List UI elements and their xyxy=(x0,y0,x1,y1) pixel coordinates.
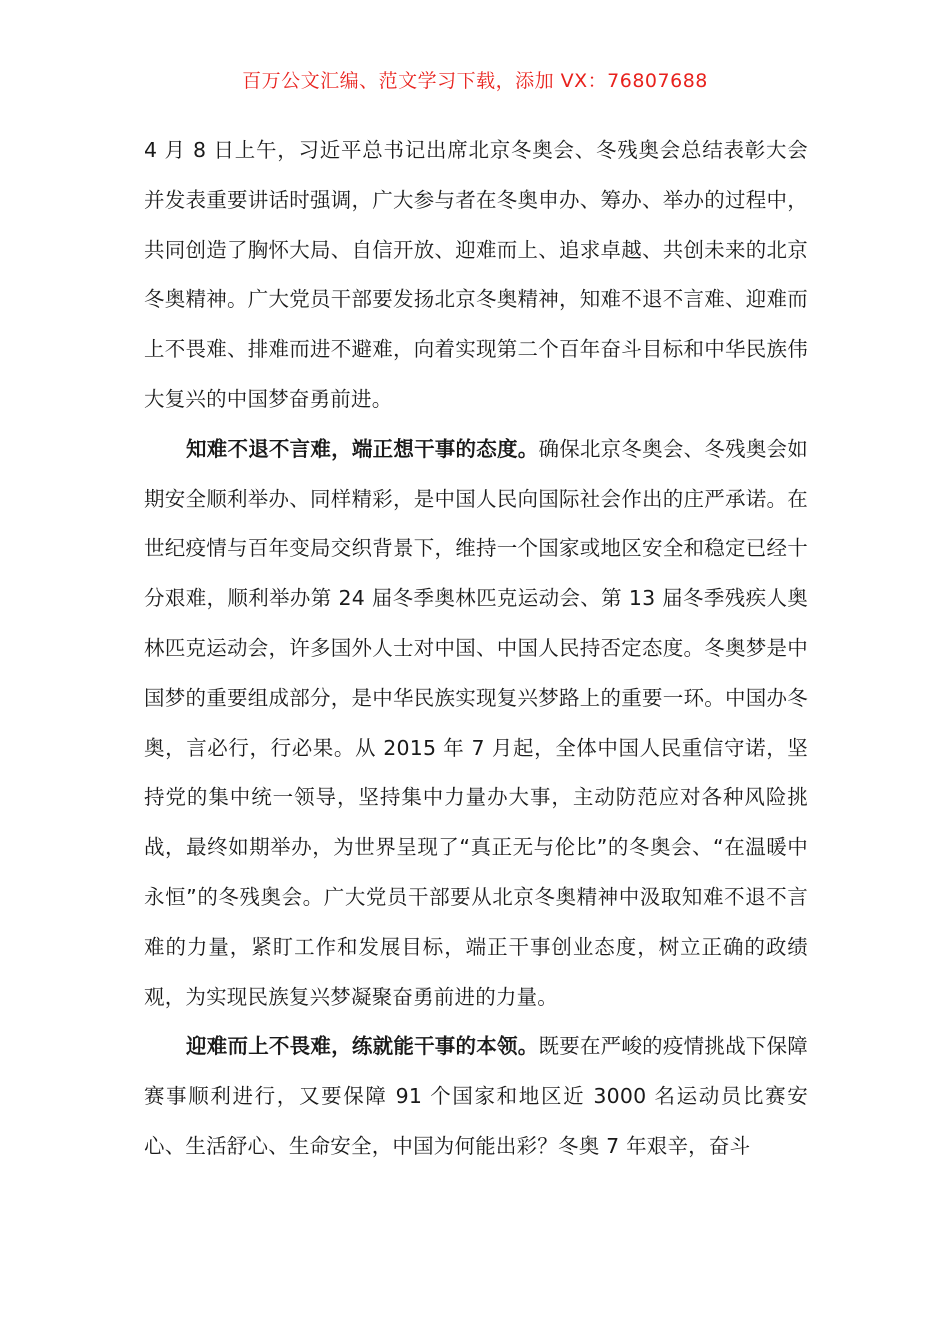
paragraph-section-1 xyxy=(144,425,808,1023)
paragraph-text: 4 月 8 日上午，习近平总书记出席北京冬奥会、冬残奥会总结表彰大会并发表重要讲话时强调，广大参与者在冬奥申办、筹办、举办的过程中，共同创造了胸怀大局、自信开放、迎难而上、追求卓越、共创未来的北京冬奥精神。广大党员干部要发扬北京冬奥精神，知难不退不言难、迎难而上不畏难、排难而进不避难，向着实现第二个百年奋斗目标和中华民族伟大复兴的中国梦奋勇前进。 xyxy=(144,138,808,411)
page-header: 百万公文汇编、范文学习下载，添加 VX：76807688 xyxy=(242,70,708,92)
paragraph-text: 既要在严峻的疫情挑战下保障赛事顺利进行，又要保障 91 个国家和地区近 3000 名运动员比赛安心、生活舒心、生命安全，中国为何能出彩？冬奥 7 年艰辛，奋斗 xyxy=(144,1034,808,1158)
paragraph-section-2 xyxy=(144,1022,808,1171)
paragraph-lead-heading: 知难不退不言难，端正想干事的态度。 xyxy=(186,436,539,461)
paragraph-text: 确保北京冬奥会、冬残奥会如期安全顺利举办、同样精彩，是中国人民向国际社会作出的庄严承诺。在世纪疫情与百年变局交织背景下，维持一个国家或地区安全和稳定已经十分艰难，顺利举办第 24 届冬季奥林匹克运动会、第 13 届冬季残疾人奥林匹克运动会，许多国外人士对中国、中国人民持否定态度。冬奥梦是中国梦的重要组成部分，是中华民族实现复兴梦路上的重要一环。中国办冬奥，言必行，行必果。从 2015 年 7 月起，全体中国人民重信守诺，坚持党的集中统一领导，坚持集中力量办大事，主动防范应对各种风险挑战，最终如期举办，为世界呈现了“真正无与伦比”的冬奥会、“在温暖中永恒”的冬残奥会。广大党员干部要从北京冬奥精神中汲取知难不退不言难的力量，紧盯工作和发展目标，端正干事创业态度，树立正确的政绩观，为实现民族复兴梦凝聚奋勇前进的力量。 xyxy=(144,436,808,1009)
document-body xyxy=(144,126,808,1172)
paragraph-lead-heading: 迎难而上不畏难，练就能干事的本领。 xyxy=(186,1034,539,1059)
paragraph-intro xyxy=(144,126,808,425)
